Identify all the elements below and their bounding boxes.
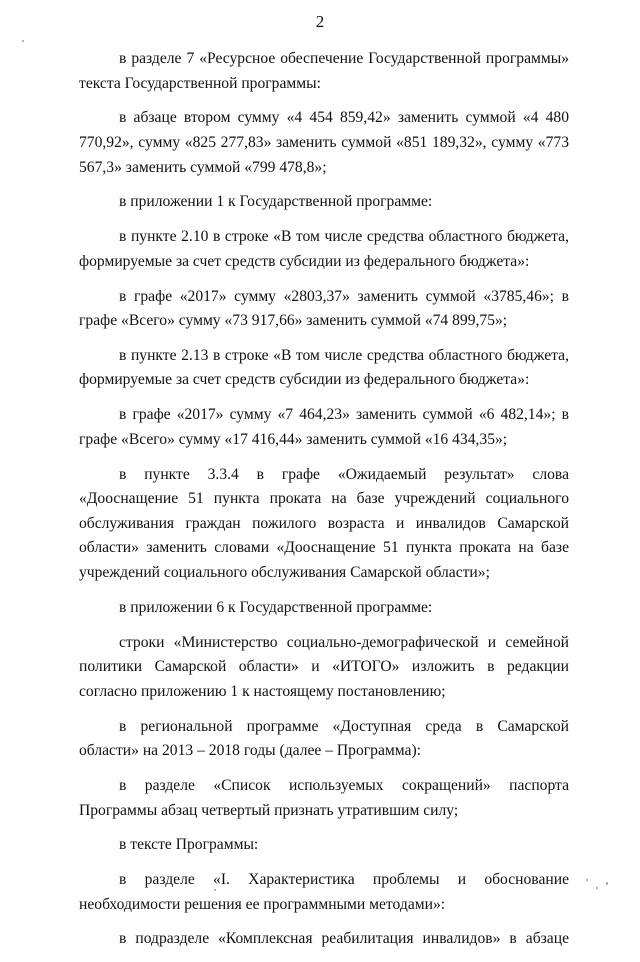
paragraph-6: в пункте 2.13 в строке «В том числе средства областного бюджета, формируемые за счет средств субсидии из федерального бюджета»:: [79, 346, 569, 389]
paragraph-8: в пункте 3.3.4 в графе «Ожидаемый результат» слова «Дооснащение 51 пункта проката на базе учреждений социального обслуживания граждан пожилого возраста и инвалидов Самарской области» заменить словами «Дооснащение 51 пункта проката на базе учреждений социального обслуживания Самарской области»;: [79, 465, 569, 581]
paragraph-11: в региональной программе «Доступная среда в Самарской области» на 2013 – 2018 годы (далее – Программа):: [79, 717, 569, 760]
paragraph-10: строки «Министерство социально-демографической и семейной политики Самарской области» и «ИТОГО» изложить в редакции согласно приложению 1 к настоящему постановлению;: [79, 633, 569, 700]
scan-speck: [596, 887, 598, 889]
paragraph-15: в подразделе «Комплексная реабилитация инвалидов» в абзаце: [119, 930, 569, 948]
scan-speck: [22, 40, 24, 42]
paragraph-4: в пункте 2.10 в строке «В том числе средства областного бюджета, формируемые за счет средств субсидии из федерального бюджета»:: [79, 228, 569, 270]
paragraph-12: в разделе «Список используемых сокращений» паспорта Программы абзац четвертый признать утратившим силу;: [79, 776, 569, 819]
scan-speck: [214, 889, 216, 891]
document-body: [79, 47, 569, 962]
paragraph-1: в разделе 7 «Ресурсное обеспечение Государственной программы» текста Государственной программы:: [79, 50, 569, 92]
paragraph-9: в приложении 6 к Государственной программе:: [119, 598, 433, 616]
paragraph-14: в разделе «I. Характеристика проблемы и обоснование необходимости решения ее программными методами»:: [79, 871, 569, 913]
page-number: 2: [315, 12, 325, 31]
paragraph-3: в приложении 1 к Государственной программе:: [119, 193, 433, 211]
paragraph-5: в графе «2017» сумму «2803,37» заменить суммой «3785,46»; в графе «Всего» сумму «73 917,66» заменить суммой «74 899,75»;: [79, 287, 569, 330]
paragraph-13: в тексте Программы:: [119, 836, 259, 854]
paragraph-2: в абзаце втором сумму «4 454 859,42» заменить суммой «4 480 770,92», сумму «825 277,83» заменить суммой «851 189,32», сумму «773 567,3» заменить суммой «799 478,8»;: [79, 109, 569, 176]
scan-speck: [606, 882, 608, 885]
paragraph-7: в графе «2017» сумму «7 464,23» заменить суммой «6 482,14»; в графе «Всего» сумму «17 416,44» заменить суммой «16 434,35»;: [79, 406, 569, 448]
scan-speck: [586, 879, 588, 881]
